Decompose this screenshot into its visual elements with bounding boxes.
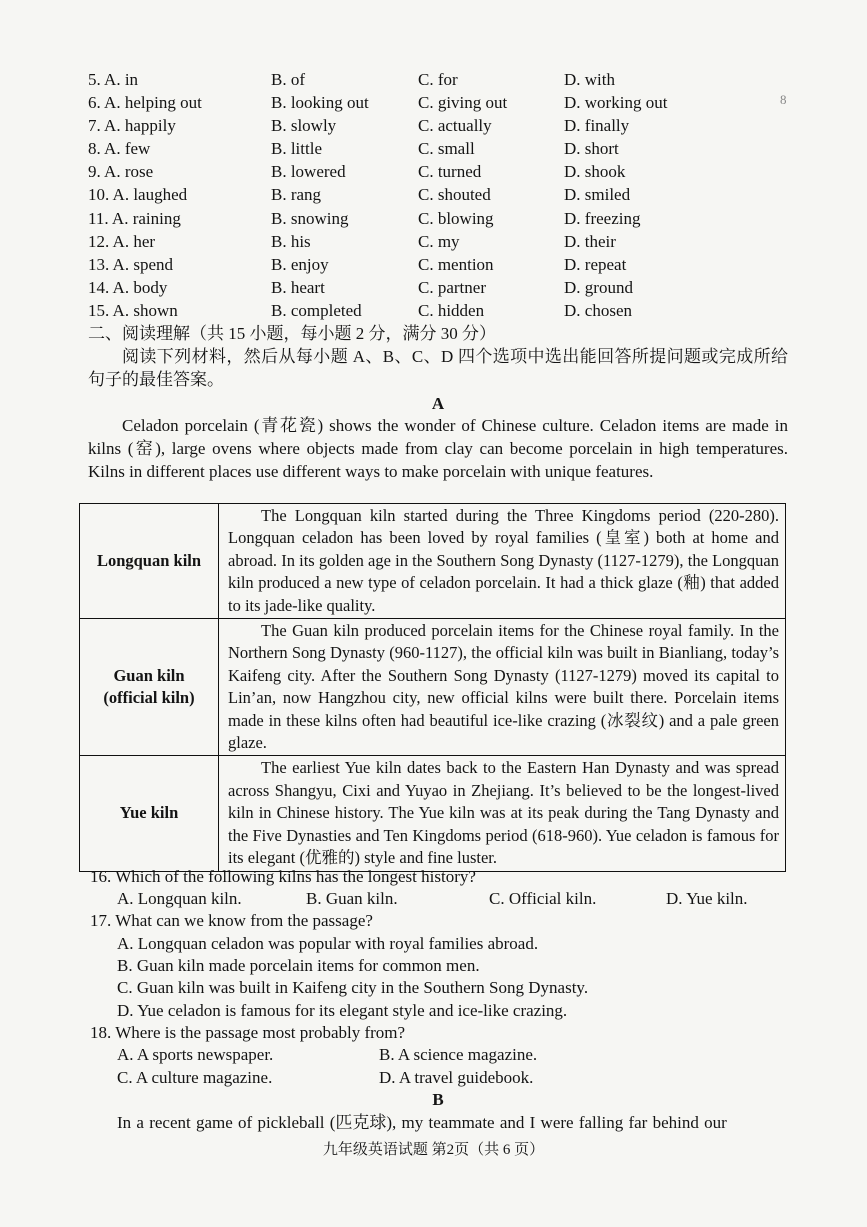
question-16-stem: 16. Which of the following kilns has the longest history? (90, 867, 476, 886)
question-18-stem: 18. Where is the passage most probably from? (90, 1023, 406, 1042)
cloze-choices (88, 68, 788, 322)
question-18-option-d[interactable]: D. A travel guidebook. (379, 1068, 534, 1087)
choice-row: 7. A. happily B. slowly C. actually D. finally (88, 116, 630, 136)
kiln-name-cell: Yue kiln (80, 756, 219, 871)
choice-row: 14. A. body B. heart C. partner D. ground (88, 277, 633, 297)
choice-row: 5. A. in B. of C. for D. with (88, 70, 615, 89)
table-row (80, 756, 786, 871)
kiln-description-cell: The Guan kiln produced porcelain items for the Chinese royal family. In the Northern Song Dynasty (960-1127), the official kiln was built in Bianliang, today’s Kaifeng city. After the Southern Song Dynasty (1127-1279) moved its capital to Lin’an, now Hangzhou city, new official kilns were built there. Porcelain items made in these kilns often had beautiful ice-like crazing (冰裂纹) and a pale green glaze. (219, 619, 786, 756)
section-heading: 二、阅读理解（共 15 小题，每小题 2 分，满分 30 分） (88, 324, 496, 343)
choice-row: 13. A. spend B. enjoy C. mention D. repeat (88, 254, 627, 274)
choice-row: 9. A. rose B. lowered C. turned D. shook (88, 162, 626, 182)
passage-a-label: A (431, 394, 445, 413)
table-row (80, 504, 786, 619)
kiln-description-cell: The Longquan kiln started during the Three Kingdoms period (220-280). Longquan celadon has been loved by royal families (皇室) both at home and abroad. In its golden age in the Southern Song Dynasty (1127-1279), the Longquan kiln produced a new type of celadon porcelain. It had a thick glaze (釉) that added to its jade-like quality. (219, 504, 786, 619)
question-18-option-a[interactable]: A. A sports newspaper. (117, 1045, 274, 1064)
question-18-option-c[interactable]: C. A culture magazine. (117, 1068, 273, 1087)
choice-row: 11. A. raining B. snowing C. blowing D. freezing (88, 208, 641, 228)
question-17-option-a[interactable]: A. Longquan celadon was popular with royal families abroad. (117, 934, 539, 953)
choice-row: 8. A. few B. little C. small D. short (88, 139, 619, 159)
choice-row: 6. A. helping out B. looking out C. giving out D. working out (88, 93, 668, 113)
question-16-option-d[interactable]: D. Yue kiln. (666, 889, 748, 908)
question-17-option-c[interactable]: C. Guan kiln was built in Kaifeng city in the Southern Song Dynasty. (117, 978, 589, 997)
question-16-option-c[interactable]: C. Official kiln. (489, 889, 597, 908)
passage-a-intro: Celadon porcelain (青花瓷) shows the wonder of Chinese culture. Celadon items are made in kilns (窑), large ovens where objects made from clay can become porcelain in high temperatures. Kilns in different places use different ways to make porcelain with unique features. (88, 416, 788, 481)
question-17-option-d[interactable]: D. Yue celadon is famous for its elegant style and ice-like crazing. (117, 1001, 568, 1020)
choice-row: 15. A. shown B. completed C. hidden D. chosen (88, 300, 632, 320)
section-instruction: 阅读下列材料，然后从每小题 A、B、C、D 四个选项中选出能回答所提问题或完成所给句子的最佳答案。 (88, 347, 788, 389)
question-17-stem: 17. What can we know from the passage? (90, 911, 373, 930)
kiln-table (79, 503, 786, 872)
question-16-option-a[interactable]: A. Longquan kiln. (117, 889, 242, 908)
question-17-option-b[interactable]: B. Guan kiln made porcelain items for common men. (117, 956, 480, 975)
question-16-option-b[interactable]: B. Guan kiln. (306, 889, 398, 908)
kiln-name-cell: Guan kiln (official kiln) (80, 619, 219, 756)
question-18-option-b[interactable]: B. A science magazine. (379, 1045, 538, 1064)
stray-mark: 8 (780, 92, 787, 107)
passage-b-first-line: In a recent game of pickleball (匹克球), my teammate and I were falling far behind our (117, 1113, 727, 1132)
choice-row: 10. A. laughed B. rang C. shouted D. smiled (88, 185, 631, 205)
kiln-name-cell: Longquan kiln (80, 504, 219, 619)
choice-row: 12. A. her B. his C. my D. their (88, 231, 616, 251)
kiln-description-cell: The earliest Yue kiln dates back to the Eastern Han Dynasty and was spread across Shangyu, Cixi and Yuyao in Zhejiang. It’s believed to be the longest-lived kiln in Chinese history. The Yue kiln was at its peak during the Tang Dynasty and the Five Dynasties and Ten Kingdoms period (618-960). Yue celadon is famous for its elegant (优雅的) style and fine luster. (219, 756, 786, 871)
passage-b-label: B (432, 1090, 444, 1109)
table-row (80, 619, 786, 756)
page-footer: 九年级英语试题 第2页（共 6 页） (322, 1142, 545, 1158)
